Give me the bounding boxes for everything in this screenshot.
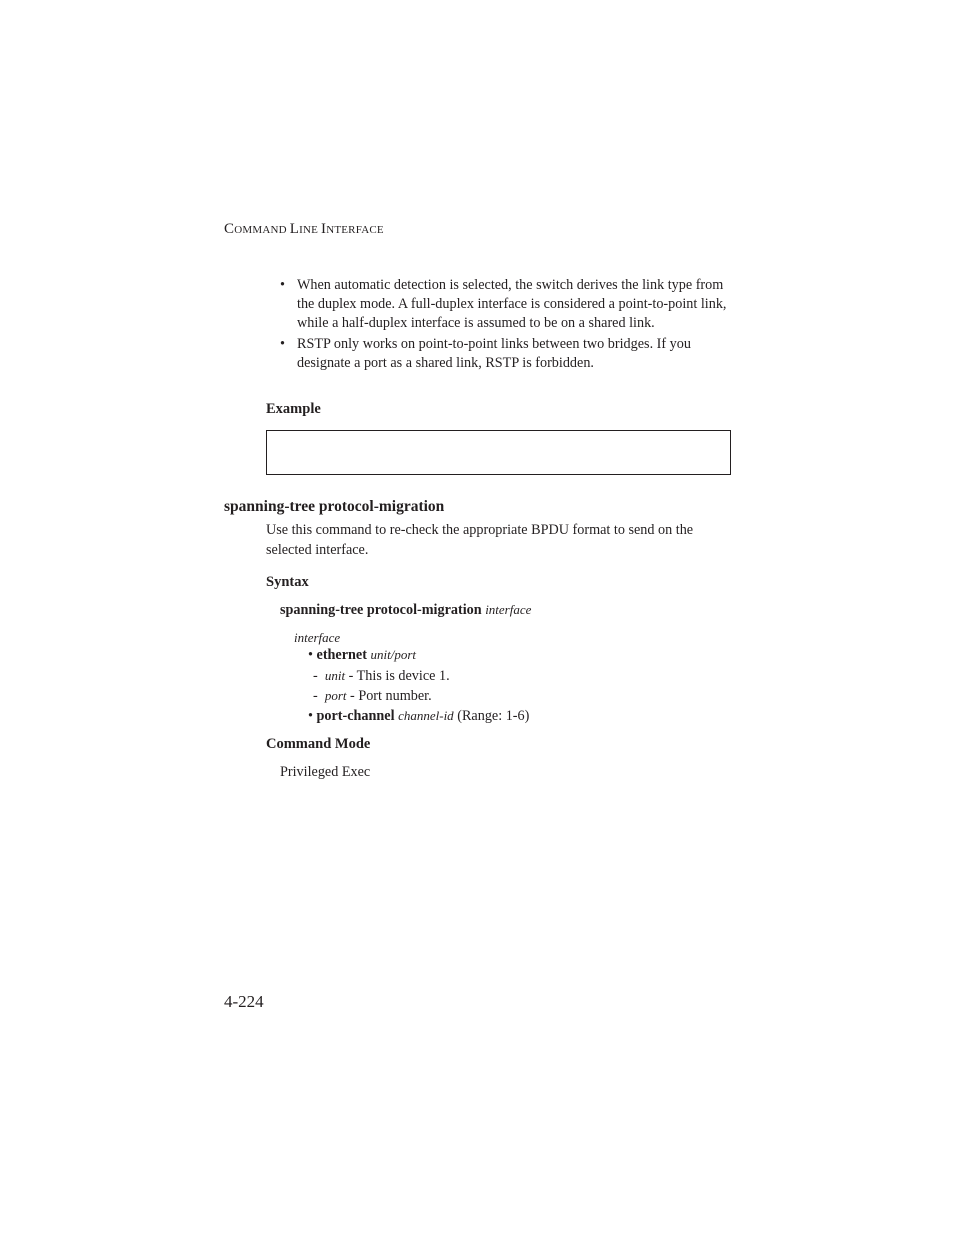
option-param: channel-id [398, 708, 454, 723]
bullet-list [280, 276, 730, 375]
option-port-channel [308, 708, 529, 725]
sub-option-name: unit [324, 668, 346, 683]
header-char: NTERFACE [326, 224, 384, 236]
header-char: OMMAND [234, 224, 290, 236]
syntax-param: interface [485, 602, 532, 617]
option-param: unit/port [370, 647, 416, 662]
bullet-text: RSTP only works on point-to-point links between two bridges. If you designate a port as a shared link, RSTP is forbidden. [297, 336, 691, 371]
list-item [280, 335, 730, 373]
bullet-icon: • [280, 277, 285, 293]
running-header [224, 221, 384, 238]
sub-option-desc: - This is device 1. [345, 668, 450, 684]
syntax-line [280, 602, 531, 619]
example-code-box [266, 430, 731, 475]
option-range: (Range: 1-6) [453, 708, 530, 724]
sub-option-port [313, 688, 432, 705]
command-description: Use this command to re-check the appropriate BPDU format to send on the selected interface. [266, 522, 694, 558]
bullet-icon: • [308, 647, 313, 663]
header-char: C [224, 221, 235, 237]
sub-option-desc: - Port number. [346, 688, 432, 704]
sub-option-unit [313, 668, 450, 685]
dash-icon: - [313, 688, 318, 704]
option-keyword: port-channel [316, 708, 395, 724]
syntax-heading: Syntax [266, 574, 309, 590]
dash-icon: - [313, 668, 318, 684]
page-number: 4-224 [224, 992, 264, 1011]
header-char: INE [299, 224, 321, 236]
command-title: spanning-tree protocol-migration [224, 498, 445, 515]
syntax-keyword: spanning-tree protocol-migration [280, 602, 482, 618]
example-heading: Example [266, 401, 321, 417]
command-mode-value: Privileged Exec [280, 764, 371, 780]
bullet-icon: • [308, 708, 313, 724]
option-keyword: ethernet [316, 647, 367, 663]
header-char: L [289, 221, 300, 237]
sub-option-name: port [324, 688, 347, 703]
list-item [280, 276, 730, 333]
header-char: I [320, 221, 327, 237]
param-name: interface [294, 630, 341, 645]
bullet-icon: • [280, 336, 285, 352]
command-mode-heading: Command Mode [266, 736, 371, 752]
bullet-text: When automatic detection is selected, the switch derives the link type from the duplex mode. A full-duplex interface is considered a point-to-point link, while a half-duplex interface is assumed to be on a shared link. [297, 277, 727, 331]
option-ethernet [308, 647, 416, 664]
